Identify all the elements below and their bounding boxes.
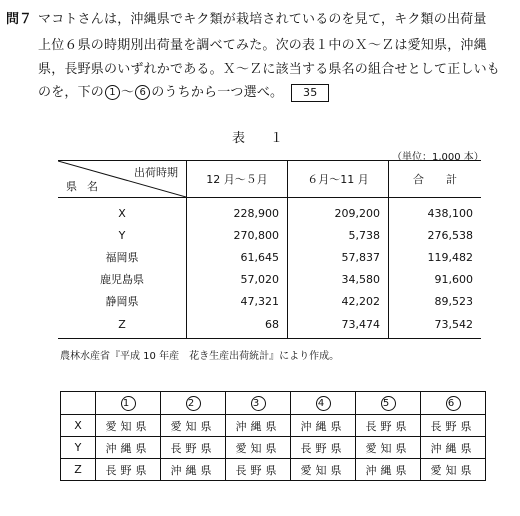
table1-header-row	[58, 161, 481, 198]
choice-cell: 愛知県	[291, 459, 356, 481]
row-prefecture: X	[58, 198, 187, 225]
choice-range-separator: ～	[121, 85, 135, 100]
cell-total: 438,100	[427, 206, 473, 220]
choices-corner-cell	[61, 392, 96, 415]
cell-total: 276,538	[427, 228, 473, 242]
cell-jun-nov: 209,200	[288, 198, 389, 225]
choice-number-4[interactable]: 4	[316, 396, 331, 411]
choice-number-2[interactable]: 2	[186, 396, 201, 411]
row-prefecture: Z	[58, 312, 187, 338]
answer-choices-table	[60, 391, 486, 481]
choice-cell: 愛知県	[96, 415, 161, 437]
choices-header-row	[61, 392, 486, 415]
table1-corner-cell	[58, 161, 187, 198]
cell-total: 119,482	[427, 250, 473, 264]
table-row	[58, 268, 481, 290]
row-label: Z	[61, 459, 96, 481]
question-number: 問７	[6, 12, 33, 27]
choice-cell: 沖縄県	[291, 415, 356, 437]
choice-header-6[interactable]	[421, 392, 486, 415]
row-prefecture: 静岡県	[58, 290, 187, 312]
row-prefecture: 福岡県	[58, 246, 187, 268]
choice-header-4[interactable]	[291, 392, 356, 415]
col-header-total: 合 計	[389, 161, 482, 198]
choice-header-3[interactable]	[226, 392, 291, 415]
table-row	[58, 312, 481, 338]
table1-unit: （単位：1,000 本）	[392, 152, 484, 163]
row-label: X	[61, 415, 96, 437]
row-prefecture: Y	[58, 224, 187, 246]
cell-dec-may: 57,020	[187, 268, 288, 290]
choice-number-3[interactable]: 3	[251, 396, 266, 411]
choice-cell: 長野県	[161, 437, 226, 459]
cell-total: 89,523	[434, 294, 473, 308]
cell-jun-nov: 73,474	[288, 312, 389, 338]
choice-header-1[interactable]	[96, 392, 161, 415]
question-line-2: 上位６県の時期別出荷量を調べてみた。次の表１中のＸ～Ｚは愛知県，沖縄	[38, 38, 487, 53]
cell-total: 91,600	[434, 272, 473, 286]
choice-range-end: 6	[135, 85, 150, 100]
source-note: 農林水産省『平成 10 年産 花き生産出荷統計』により作成。	[60, 351, 340, 362]
question-line-3: 県，長野県のいずれかである。Ｘ～Ｚに該当する県名の組合せとして正しいも	[38, 62, 501, 77]
choice-cell: 長野県	[226, 459, 291, 481]
choices-row-x	[61, 415, 486, 437]
row-prefecture: 鹿児島県	[58, 268, 187, 290]
shipment-table	[58, 160, 481, 339]
choice-number-1[interactable]: 1	[121, 396, 136, 411]
question-line-4-suffix: のうちから一つ選べ。	[151, 85, 284, 100]
choice-number-5[interactable]: 5	[381, 396, 396, 411]
choice-cell: 愛知県	[161, 415, 226, 437]
cell-jun-nov: 34,580	[288, 268, 389, 290]
choice-cell: 長野県	[356, 415, 421, 437]
table-row	[58, 224, 481, 246]
cell-dec-may: 228,900	[187, 198, 288, 225]
choice-cell: 沖縄県	[421, 437, 486, 459]
choice-cell: 愛知県	[421, 459, 486, 481]
cell-jun-nov: 5,738	[288, 224, 389, 246]
cell-dec-may: 61,645	[187, 246, 288, 268]
cell-jun-nov: 57,837	[288, 246, 389, 268]
table-row	[58, 198, 481, 225]
cell-total: 73,542	[389, 312, 482, 338]
cell-dec-may: 47,321	[187, 290, 288, 312]
choice-cell: 沖縄県	[161, 459, 226, 481]
col-header-jun-nov: ６月～11 月	[288, 161, 389, 198]
choice-cell: 沖縄県	[356, 459, 421, 481]
choice-cell: 長野県	[96, 459, 161, 481]
cell-dec-may: 270,800	[187, 224, 288, 246]
table-row	[58, 290, 481, 312]
header-prefecture-label: 県名	[66, 180, 108, 193]
choices-row-y	[61, 437, 486, 459]
cell-dec-may: 68	[187, 312, 288, 338]
choice-header-5[interactable]	[356, 392, 421, 415]
question-line-4-prefix: のを，下の	[38, 85, 105, 100]
row-label: Y	[61, 437, 96, 459]
choice-cell: 愛知県	[226, 437, 291, 459]
choice-header-2[interactable]	[161, 392, 226, 415]
choice-cell: 長野県	[421, 415, 486, 437]
choices-row-z	[61, 459, 486, 481]
header-period-label: 出荷時期	[134, 166, 178, 179]
table-row	[58, 246, 481, 268]
choice-cell: 長野県	[291, 437, 356, 459]
choice-number-6[interactable]: 6	[446, 396, 461, 411]
choice-cell: 沖縄県	[96, 437, 161, 459]
choice-cell: 沖縄県	[226, 415, 291, 437]
choice-range-start: 1	[105, 85, 120, 100]
choice-cell: 愛知県	[356, 437, 421, 459]
cell-jun-nov: 42,202	[288, 290, 389, 312]
table1-title: 表 １	[232, 131, 290, 146]
col-header-dec-may: 12 月～５月	[187, 161, 288, 198]
question-line-4	[38, 81, 329, 102]
answer-box[interactable]: 35	[291, 84, 329, 102]
question-line-1: マコトさんは，沖縄県でキク類が栽培されているのを見て，キク類の出荷量	[38, 12, 487, 27]
